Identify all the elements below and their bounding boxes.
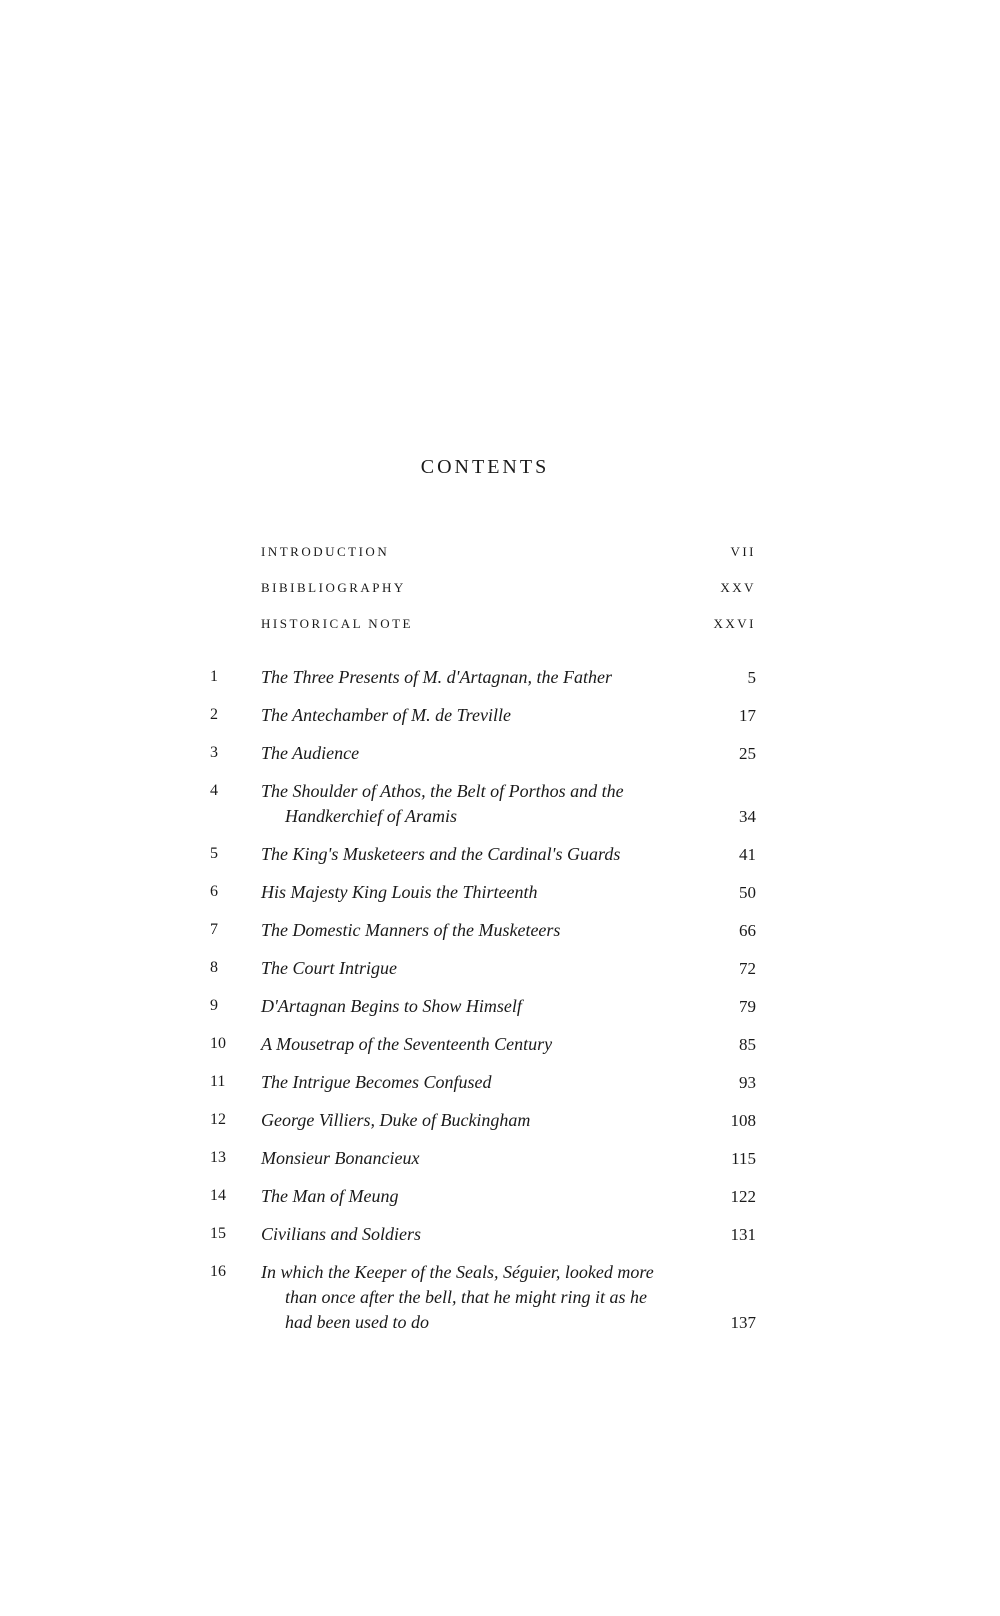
- chapter-number: 16: [210, 1263, 226, 1280]
- chapter-entry: [200, 956, 756, 981]
- chapter-page: 85: [739, 1035, 756, 1054]
- chapter-title: A Mousetrap of the Seventeenth Century: [261, 1034, 553, 1054]
- front-matter-page: XXVI: [713, 616, 756, 631]
- front-matter-item: [261, 616, 756, 652]
- chapter-page: 115: [731, 1149, 756, 1168]
- chapter-page: 50: [739, 883, 756, 902]
- chapter-entry: [200, 994, 756, 1019]
- front-matter-label: BIBIBLIOGRAPHY: [261, 580, 406, 595]
- chapter-number: 11: [210, 1073, 226, 1090]
- chapter-number: 4: [210, 782, 218, 799]
- chapter-entry: [200, 880, 756, 905]
- front-matter-label: INTRODUCTION: [261, 544, 390, 559]
- chapter-entry: [200, 703, 756, 728]
- chapter-number: 7: [210, 921, 218, 938]
- chapter-page: 41: [739, 845, 756, 864]
- chapter-title: [261, 779, 696, 829]
- front-matter-item: [261, 580, 756, 616]
- chapter-title: Civilians and Soldiers: [261, 1224, 422, 1244]
- chapter-title: The Court Intrigue: [261, 958, 398, 978]
- chapter-title: Monsieur Bonancieux: [261, 1148, 420, 1168]
- chapter-page: 108: [730, 1111, 756, 1130]
- chapter-title: D'Artagnan Begins to Show Himself: [261, 996, 522, 1016]
- front-matter-page: XXV: [720, 580, 756, 595]
- chapter-page: 137: [730, 1313, 756, 1332]
- chapter-number: 3: [210, 744, 218, 761]
- chapter-entry: [200, 918, 756, 943]
- chapter-title: The Intrigue Becomes Confused: [261, 1072, 492, 1092]
- chapter-number: 2: [210, 706, 218, 723]
- chapter-entry: [200, 779, 756, 829]
- chapter-title-line: The Shoulder of Athos, the Belt of Porthos and the: [261, 781, 624, 801]
- chapter-entry: [200, 665, 756, 690]
- chapter-title: George Villiers, Duke of Buckingham: [261, 1110, 531, 1130]
- chapter-number: 6: [210, 883, 218, 900]
- front-matter-page: VII: [730, 544, 756, 559]
- chapter-number: 14: [210, 1187, 226, 1204]
- chapter-title: The King's Musketeers and the Cardinal's Guards: [261, 844, 621, 864]
- chapter-entry: [200, 1032, 756, 1057]
- chapter-page: 66: [739, 921, 756, 940]
- chapter-title: [261, 1260, 696, 1335]
- chapter-entry: [200, 1222, 756, 1247]
- chapter-entry: [200, 1260, 756, 1335]
- chapter-title-line: In which the Keeper of the Seals, Séguier, looked more: [261, 1262, 654, 1282]
- front-matter-item: [261, 544, 756, 580]
- chapter-page: 34: [739, 807, 756, 826]
- chapter-page: 17: [739, 706, 756, 725]
- chapter-title-line: than once after the bell, that he might ring it as he: [285, 1287, 647, 1307]
- chapter-title: The Antechamber of M. de Treville: [261, 705, 511, 725]
- chapter-page: 5: [747, 668, 756, 687]
- chapter-number: 12: [210, 1111, 226, 1128]
- chapter-entry: [200, 1146, 756, 1171]
- front-matter-list: [261, 544, 756, 652]
- chapter-entry: [200, 842, 756, 867]
- chapter-number: 5: [210, 845, 218, 862]
- chapter-page: 25: [739, 744, 756, 763]
- chapter-number: 10: [210, 1035, 226, 1052]
- chapter-entry: [200, 1184, 756, 1209]
- page-title: CONTENTS: [420, 456, 550, 478]
- chapter-number: 8: [210, 959, 218, 976]
- chapter-title: The Domestic Manners of the Musketeers: [261, 920, 561, 940]
- chapter-number: 1: [210, 668, 218, 685]
- chapter-title-line: Handkerchief of Aramis: [285, 806, 457, 826]
- chapter-page: 72: [739, 959, 756, 978]
- front-matter-label: HISTORICAL NOTE: [261, 616, 413, 631]
- chapter-list: [200, 665, 756, 1348]
- chapter-page: 93: [739, 1073, 756, 1092]
- chapter-title: The Man of Meung: [261, 1186, 399, 1206]
- chapter-title: The Audience: [261, 743, 360, 763]
- chapter-number: 13: [210, 1149, 226, 1166]
- chapter-entry: [200, 1070, 756, 1095]
- chapter-page: 131: [730, 1225, 756, 1244]
- chapter-number: 15: [210, 1225, 226, 1242]
- chapter-page: 79: [739, 997, 756, 1016]
- chapter-title: His Majesty King Louis the Thirteenth: [261, 882, 538, 902]
- chapter-entry: [200, 1108, 756, 1133]
- chapter-number: 9: [210, 997, 218, 1014]
- chapter-title: The Three Presents of M. d'Artagnan, the Father: [261, 667, 612, 687]
- chapter-entry: [200, 741, 756, 766]
- chapter-page: 122: [730, 1187, 756, 1206]
- chapter-title-line: had been used to do: [285, 1312, 429, 1332]
